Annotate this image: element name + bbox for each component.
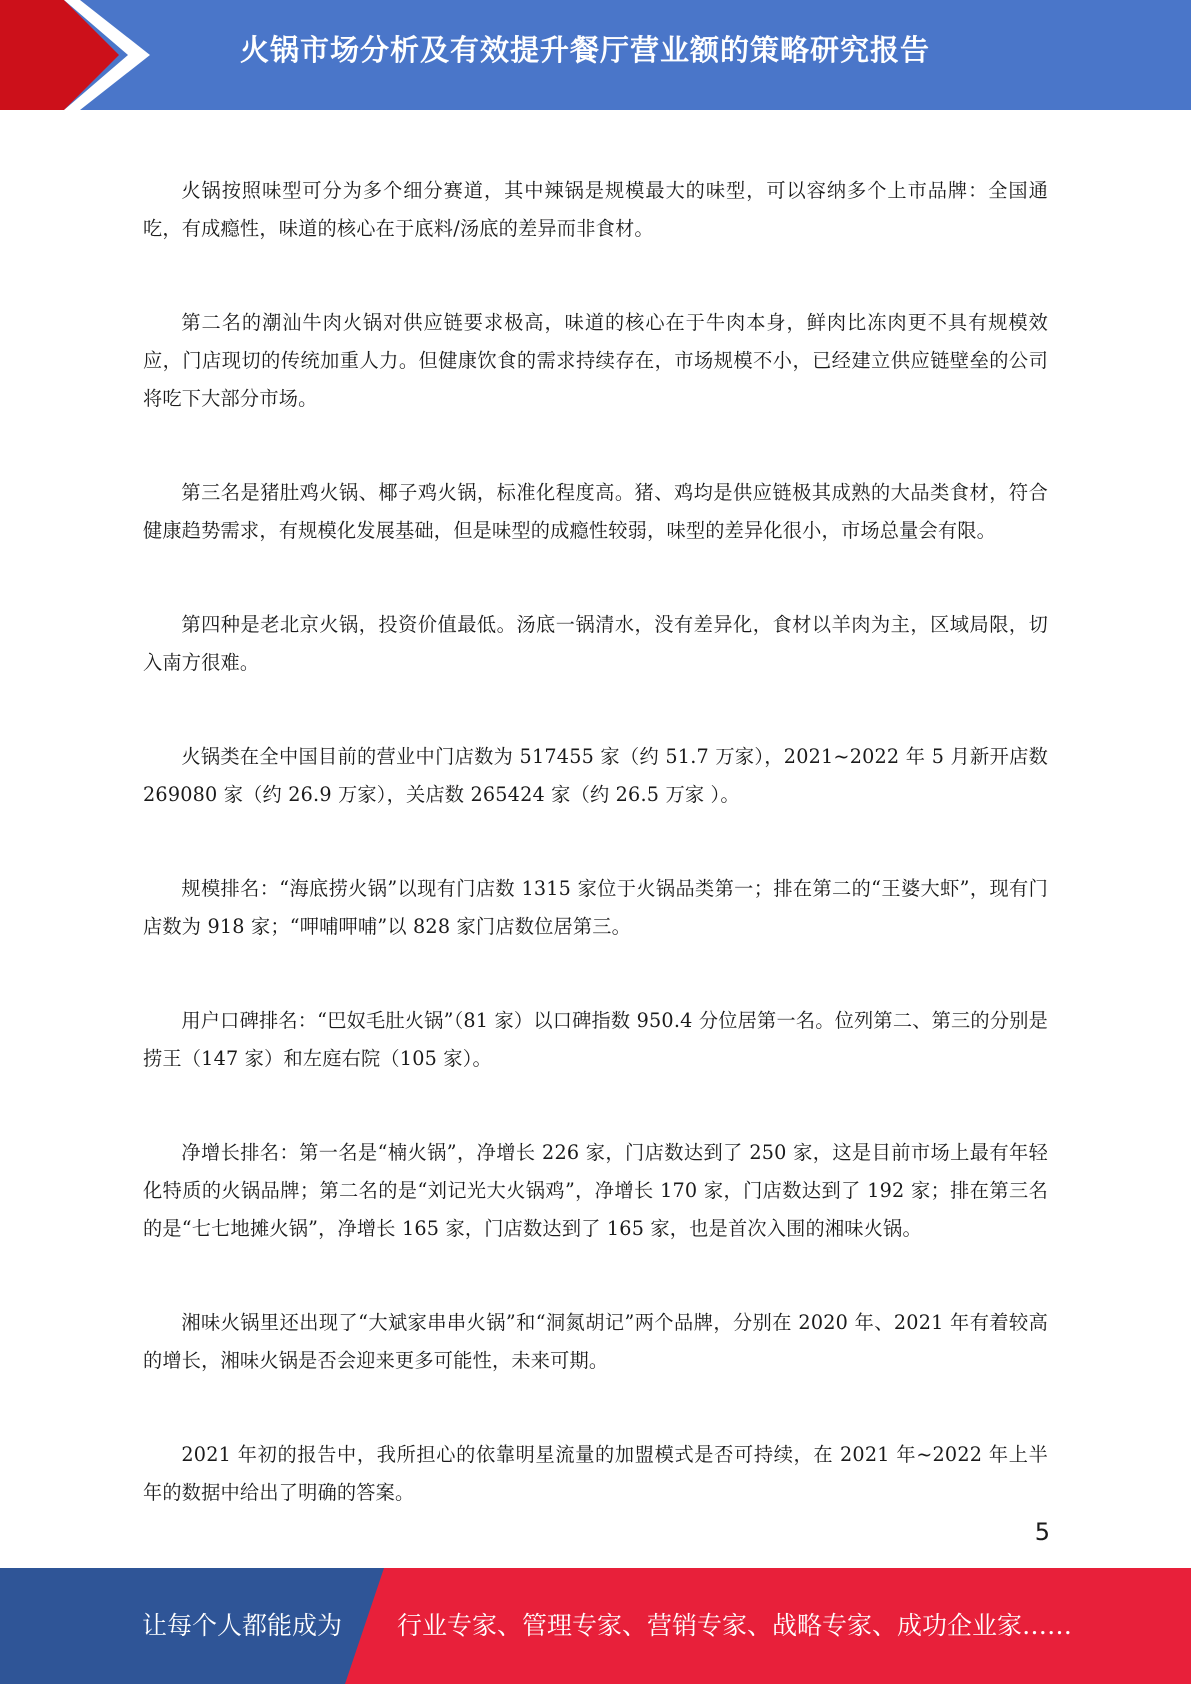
page-number: 5 bbox=[1034, 1518, 1050, 1546]
footer-slogan-left: 让每个人都能成为 bbox=[142, 1611, 343, 1640]
report-title: 火锅市场分析及有效提升餐厅营业额的策略研究报告 bbox=[240, 33, 931, 67]
footer-slogan-right: 行业专家、管理专家、营销专家、战略专家、成功企业家…… bbox=[397, 1611, 1073, 1640]
paragraph-6: 规模排名：“海底捞火锅”以现有门店数 1315 家位于火锅品类第一；排在第二的“王婆大虾”，现有门店数为 918 家；“呷哺呷哺”以 828 家门店数位居第三。 bbox=[143, 877, 1048, 938]
paragraph-2: 第二名的潮汕牛肉火锅对供应链要求极高，味道的核心在于牛肉本身，鲜肉比冻肉更不具有规模效应，门店现切的传统加重人力。但健康饮食的需求持续存在，市场规模不小，已经建立供应链壁垒的公司将吃下大部分市场。 bbox=[143, 311, 1048, 410]
paragraph-1: 火锅按照味型可分为多个细分赛道，其中辣锅是规模最大的味型，可以容纳多个上市品牌：全国通吃，有成瘾性，味道的核心在于底料/汤底的差异而非食材。 bbox=[143, 179, 1048, 240]
page-footer bbox=[0, 1568, 1191, 1684]
paragraph-7: 用户口碑排名：“巴奴毛肚火锅”（81 家）以口碑指数 950.4 分位居第一名。位列第二、第三的分别是捞王（147 家）和左庭右院（105 家）。 bbox=[143, 1009, 1048, 1070]
paragraph-3: 第三名是猪肚鸡火锅、椰子鸡火锅，标准化程度高。猪、鸡均是供应链极其成熟的大品类食材，符合健康趋势需求，有规模化发展基础，但是味型的成瘾性较弱，味型的差异化很小，市场总量会有限。 bbox=[143, 481, 1048, 542]
paragraph-4: 第四种是老北京火锅，投资价值最低。汤底一锅清水，没有差异化，食材以羊肉为主，区域局限，切入南方很难。 bbox=[143, 613, 1048, 674]
paragraph-9: 湘味火锅里还出现了“大斌家串串火锅”和“洞氮胡记”两个品牌，分别在 2020 年、2021 年有着较高的增长，湘味火锅是否会迎来更多可能性，未来可期。 bbox=[143, 1311, 1048, 1372]
page-header bbox=[0, 0, 1191, 110]
paragraph-10: 2021 年初的报告中，我所担心的依靠明星流量的加盟模式是否可持续，在 2021 年~2022 年上半年的数据中给出了明确的答案。 bbox=[143, 1443, 1048, 1504]
body-content bbox=[143, 172, 1048, 1662]
paragraph-5: 火锅类在全中国目前的营业中门店数为 517455 家（约 51.7 万家），2021~2022 年 5 月新开店数 269080 家（约 26.9 万家），关店数 265424 家（约 26.5 万家 ）。 bbox=[143, 745, 1048, 806]
paragraph-8: 净增长排名：第一名是“楠火锅”，净增长 226 家，门店数达到了 250 家，这是目前市场上最有年轻化特质的火锅品牌；第二名的是“刘记光大火锅鸡”，净增长 170 家，门店数达到了 192 家；排在第三名的是“七七地摊火锅”，净增长 165 家，门店数达到了 165 家，也是首次入围的湘味火锅。 bbox=[143, 1141, 1048, 1240]
header-arrow-decoration bbox=[0, 0, 150, 110]
